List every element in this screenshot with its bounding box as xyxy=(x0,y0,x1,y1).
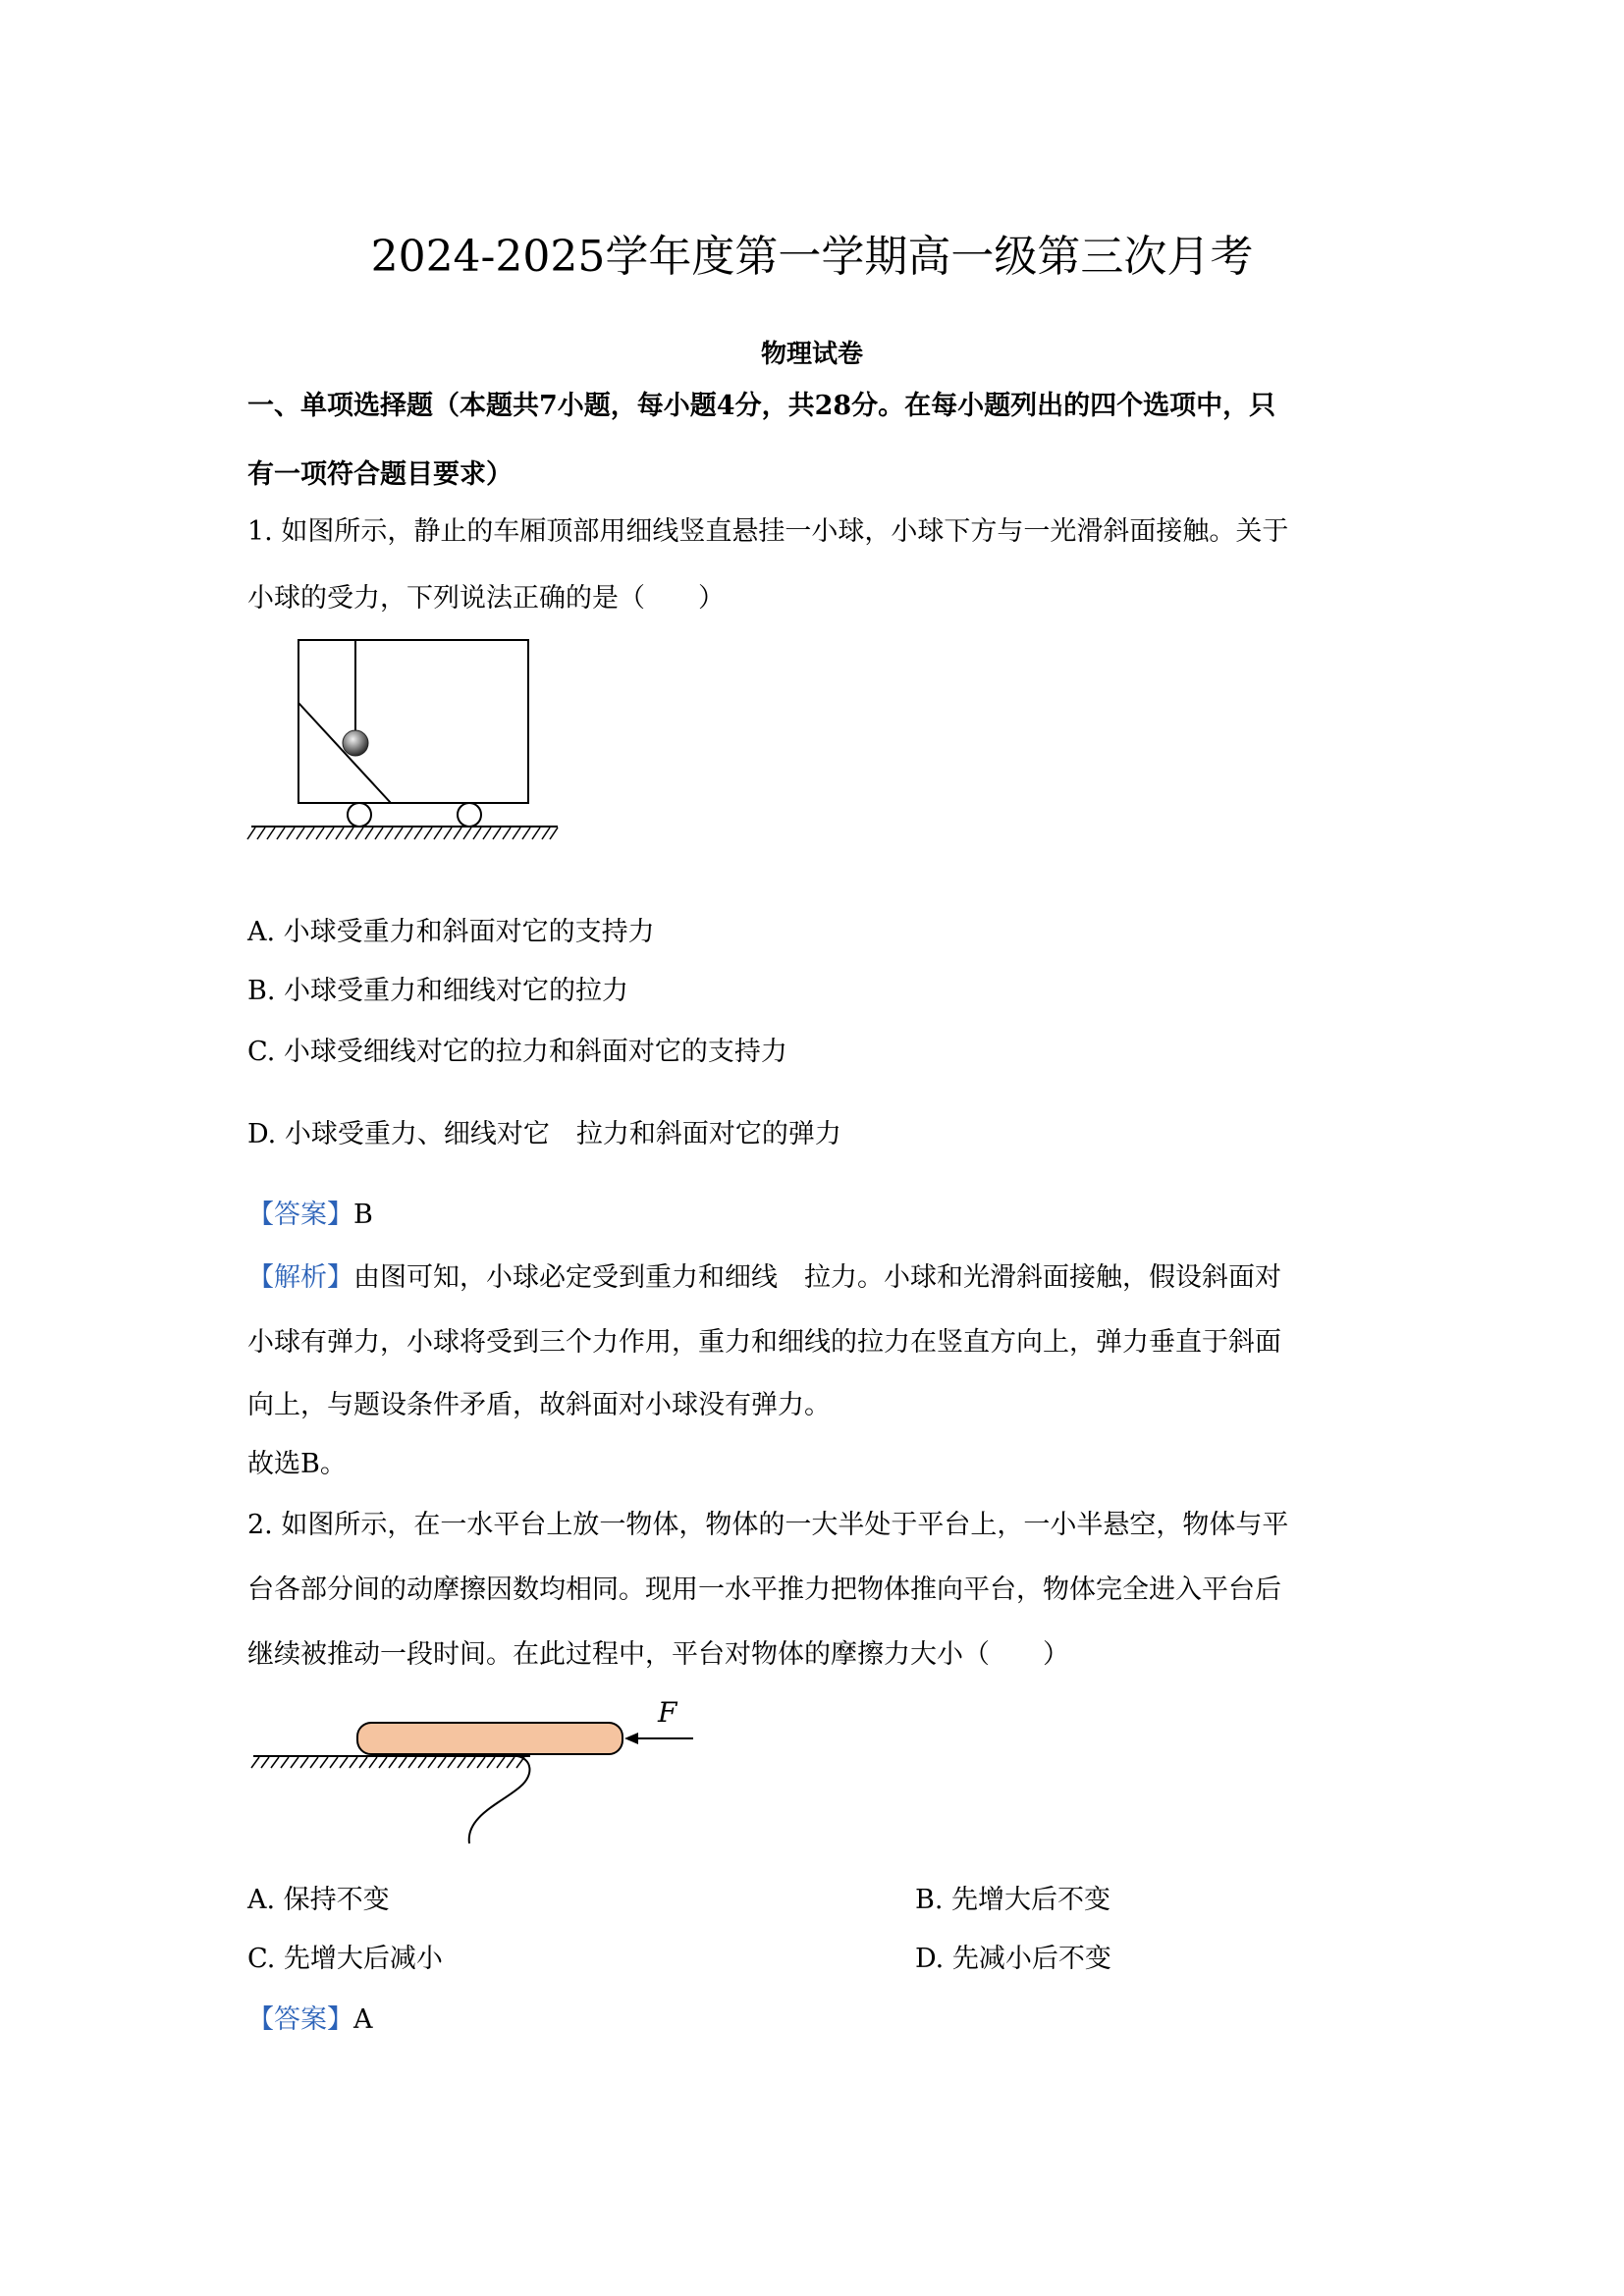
platform-edge xyxy=(469,1756,530,1843)
section-heading-line1: 一、单项选择题（本题共7小题，每小题4分，共28分。在每小题列出的四个选项中，只 xyxy=(247,391,1276,421)
q1-option-b: B. 小球受重力和细线对它的拉力 xyxy=(247,976,629,1006)
q1-analysis-line3: 向上，与题设条件矛盾，故斜面对小球没有弹力。 xyxy=(247,1390,831,1420)
exam-subtitle: 物理试卷 xyxy=(760,340,863,369)
block xyxy=(357,1723,623,1754)
wheel-right xyxy=(458,803,481,827)
q2-option-d: D. 先减小后不变 xyxy=(915,1944,1111,1974)
q2-stem-line3: 继续被推动一段时间。在此过程中，平台对物体的摩擦力大小（ ） xyxy=(247,1639,1069,1670)
answer-value: B xyxy=(353,1200,373,1230)
answer-value: A xyxy=(353,2004,373,2035)
q2-option-b: B. 先增大后不变 xyxy=(915,1885,1111,1915)
q2-option-c: C. 先增大后减小 xyxy=(247,1944,443,1974)
analysis-text: 由图可知，小球必定受到重力和细线 拉力。小球和光滑斜面接触，假设斜面对 xyxy=(353,1262,1281,1293)
q2-figure xyxy=(245,1696,707,1853)
analysis-tag: 【解析】 xyxy=(247,1262,353,1293)
q1-stem-line2: 小球的受力，下列说法正确的是（ ） xyxy=(247,583,725,614)
q1-analysis-line2: 小球有弹力，小球将受到三个力作用，重力和细线的拉力在竖直方向上，弹力垂直于斜面 xyxy=(247,1327,1281,1358)
wheel-left xyxy=(348,803,371,827)
ball xyxy=(343,730,368,756)
answer-tag: 【答案】 xyxy=(247,1200,353,1230)
q2-stem-line2: 台各部分间的动摩擦因数均相同。现用一水平推力把物体推向平台，物体完全进入平台后 xyxy=(247,1575,1281,1605)
q1-option-a: A. 小球受重力和斜面对它的支持力 xyxy=(247,917,655,947)
force-arrowhead xyxy=(624,1733,638,1744)
q2-option-a: A. 保持不变 xyxy=(247,1885,390,1915)
q1-option-d: D. 小球受重力、细线对它 拉力和斜面对它的弹力 xyxy=(247,1119,841,1149)
ground-hatch xyxy=(247,828,558,839)
exam-title: 2024-2025学年度第一学期高一级第三次月考 xyxy=(370,232,1254,282)
q1-stem-line1: 1. 如图所示，静止的车厢顶部用细线竖直悬挂一小球，小球下方与一光滑斜面接触。关于 xyxy=(247,516,1289,547)
platform-hatch xyxy=(251,1757,524,1768)
answer-tag: 【答案】 xyxy=(247,2004,353,2035)
section-heading-line2: 有一项符合题目要求） xyxy=(247,459,513,490)
q2-answer xyxy=(247,2002,373,2038)
q1-conclusion: 故选B。 xyxy=(247,1449,347,1479)
q1-figure xyxy=(245,628,569,854)
q1-answer xyxy=(247,1198,373,1233)
q1-option-c: C. 小球受细线对它的拉力和斜面对它的支持力 xyxy=(247,1037,787,1067)
q1-analysis-line1 xyxy=(247,1260,1281,1296)
carriage xyxy=(298,640,528,803)
force-label: F xyxy=(658,1696,677,1729)
q2-stem-line1: 2. 如图所示，在一水平台上放一物体，物体的一大半处于平台上，一小半悬空，物体与平 xyxy=(247,1510,1289,1540)
